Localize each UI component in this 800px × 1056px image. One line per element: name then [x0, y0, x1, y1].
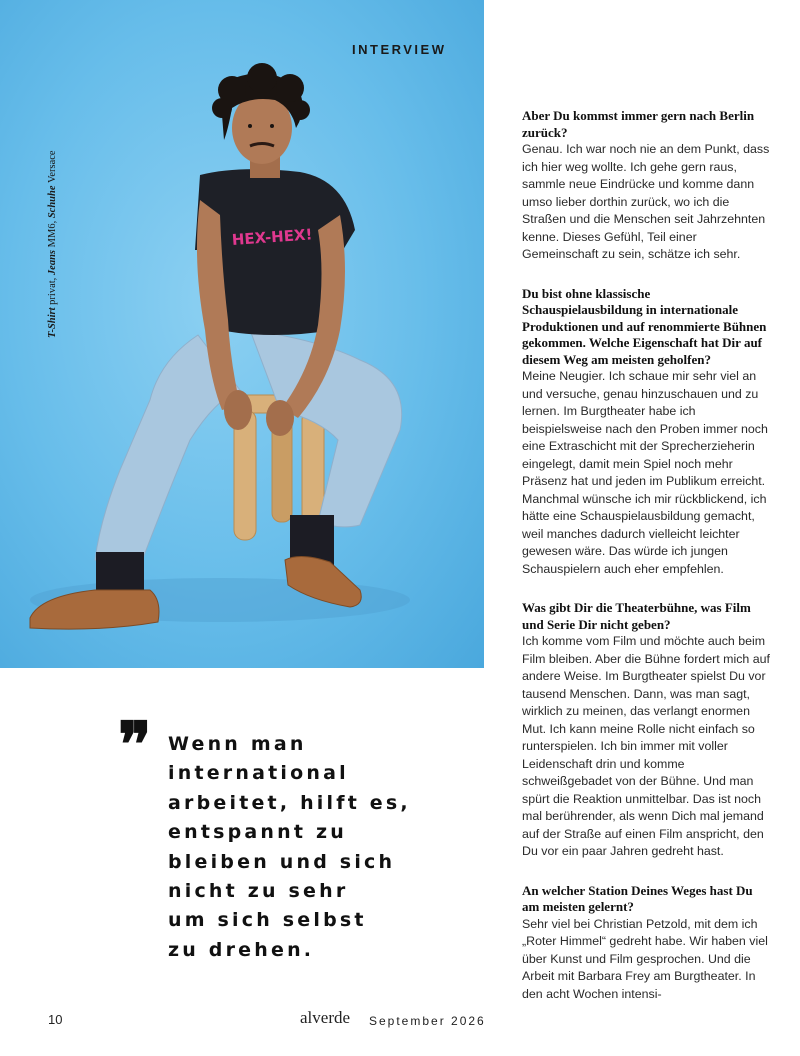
- qa-block: [522, 883, 770, 1004]
- question: Was gibt Dir die Theaterbühne, was Film und Serie Dir nicht geben?: [522, 600, 751, 632]
- pull-quote-line: zu drehen.: [168, 938, 315, 961]
- credit-shoes: Schuhe: [47, 185, 58, 219]
- qa-block: [522, 108, 770, 264]
- credit-jeans-brand: MM6,: [47, 218, 58, 250]
- pull-quote-line: bleiben und sich: [168, 850, 396, 873]
- answer: Genau. Ich war noch nie an dem Punkt, dass ich hier weg wollte. Ich gehe gern raus, sammle neue Eindrücke und komme dann umso lieber dorthin zurück, wo ich die Straßen und die Menschen seit Jahrzehnten kenne. Dieses Gefühl, Teil einer Gemeinschaft zu sein, schätze ich sehr.: [522, 142, 770, 261]
- answer: Sehr viel bei Christian Petzold, mit dem ich „Roter Himmel“ gedreht habe. Wir haben viel über Kunst und Film gesprochen. Und die Arbeit mit Barbara Frey am Burgtheater. In den acht Wochen intensi-: [522, 916, 768, 1001]
- pull-quote: [168, 730, 498, 965]
- interview-column: [522, 108, 770, 1025]
- qa-block: [522, 600, 770, 861]
- answer: Ich komme vom Film und möchte auch beim Film bleiben. Aber die Bühne fordert mich auf andere Weise. Im Burgtheater spielst Du vor tausend Menschen. Dann, was man sagt, wirklich zu meinen, das verlangt enormen Mut. Ich kann meine Rolle nicht einfach so runterspielen. Ich bin immer mit voller Leidenschaft drin und komme schweißgebadet von der Bühne. Und man spürt die Reaktion unmittelbar. Das ist noch mal berührender, als wenn Dich mal jemand auf der Straße auf einen Film anspricht, den Du vor ein paar Jahren gedreht hast.: [522, 634, 770, 858]
- brand-logo: alverde: [300, 1008, 351, 1027]
- credit-tshirt-brand: privat,: [47, 275, 58, 308]
- pull-quote-line: Wenn man: [168, 733, 307, 755]
- credit-tshirt: T-Shirt: [47, 307, 58, 338]
- pull-quote-line: um sich selbst: [168, 909, 367, 932]
- section-label: INTERVIEW: [352, 42, 447, 57]
- pull-quote-line: entspannt zu: [168, 821, 347, 844]
- pull-quote-line: arbeitet, hilft es,: [168, 791, 411, 814]
- answer: Meine Neugier. Ich schaue mir sehr viel an und versuche, genau hinzuschauen und zu lernen. Im Burgtheater habe ich beispielsweise nach den Proben immer noch eine Extraschicht mit der Sprecherzieherin eingelegt, damit mein Spiel noch mehr Präsenz hat und jeden im Publikum erreicht. Manchmal wünsche ich mir rückblickend, ich hätte eine Schauspielausbildung gemacht, weil manches dadurch vielleicht leichter gewesen wäre. Das würde ich jungen Schauspielern auch eher empfehlen.: [522, 369, 768, 576]
- portrait-illustration: [0, 0, 484, 668]
- pull-quote-line: nicht zu sehr: [168, 880, 349, 903]
- page-number: 10: [48, 1012, 63, 1027]
- credit-jeans: Jeans: [47, 249, 58, 276]
- pull-quote-line: international: [168, 762, 349, 785]
- quote-mark-icon: ❞: [118, 708, 152, 781]
- credit-shoes-brand: Versace: [47, 150, 58, 186]
- cover-photo: [0, 0, 484, 668]
- question: Aber Du kommst immer gern nach Berlin zurück?: [522, 108, 755, 140]
- question: Du bist ohne klassische Schauspielausbildung in internationale Produktionen und auf renommierte Bühnen gekommen. Welche Eigenschaft hat Dir auf diesem Weg am meisten geholfen?: [522, 285, 767, 367]
- issue-date: September 2026: [369, 1014, 486, 1028]
- qa-block: [522, 286, 770, 579]
- photo-credit: [47, 112, 58, 338]
- shirt-print: HEX-HEX!: [231, 225, 313, 249]
- question: An welcher Station Deines Weges hast Du am meisten gelernt?: [522, 882, 753, 914]
